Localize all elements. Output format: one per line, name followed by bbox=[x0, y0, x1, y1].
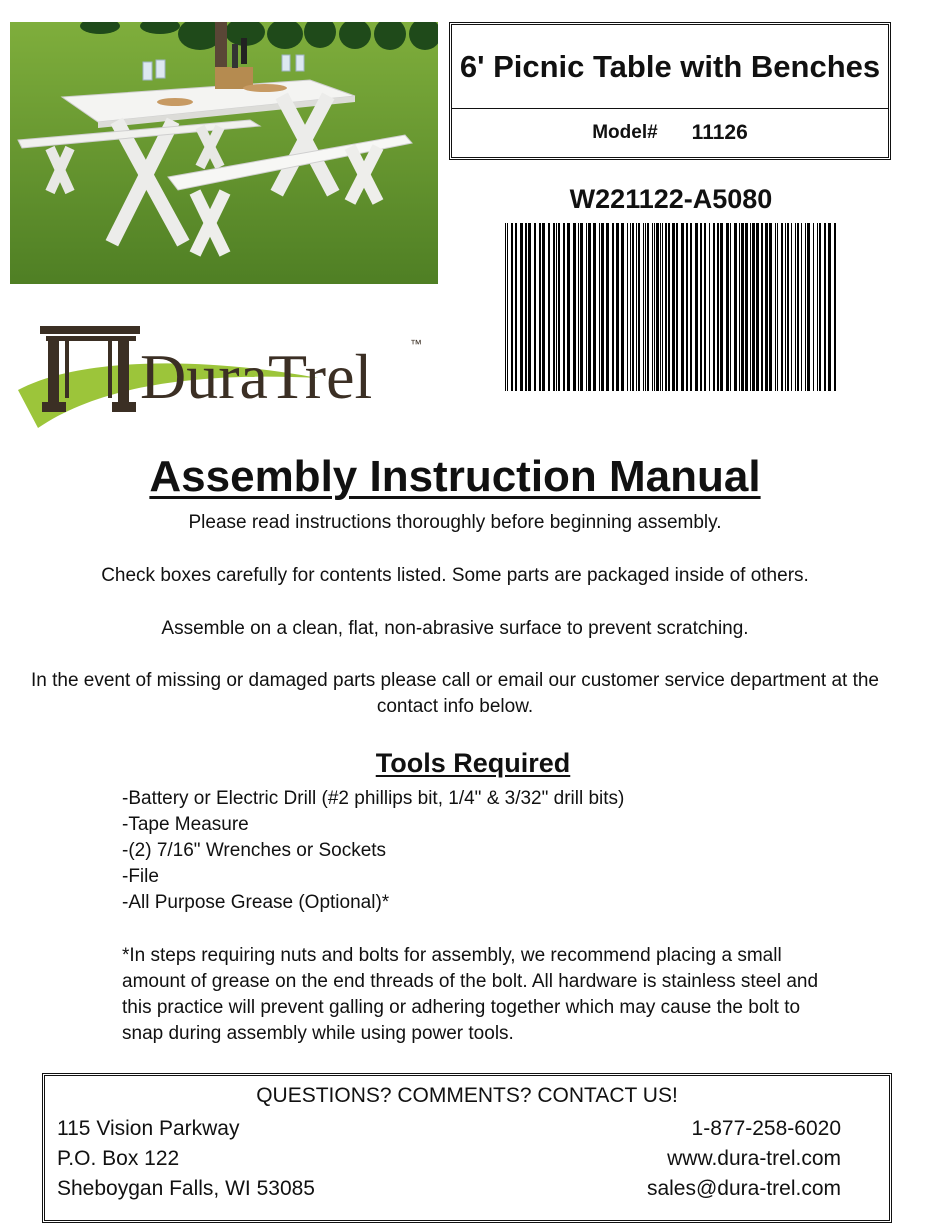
barcode-bar bbox=[805, 223, 806, 391]
instruction-surface: Assemble on a clean, flat, non-abrasive surface to prevent scratching. bbox=[161, 618, 749, 639]
picnic-table-photo-icon bbox=[10, 22, 438, 284]
tools-title: Tools Required bbox=[375, 748, 571, 778]
barcode-bar bbox=[785, 223, 786, 391]
pergola-logo-icon bbox=[18, 318, 438, 432]
barcode-bar bbox=[593, 223, 596, 391]
barcode-bar bbox=[787, 223, 789, 391]
barcode-bar bbox=[672, 223, 675, 391]
product-title: 6' Picnic Table with Benches bbox=[452, 25, 888, 109]
trademark-symbol: ™ bbox=[410, 337, 422, 351]
barcode-bar bbox=[791, 223, 792, 391]
barcode-bar bbox=[695, 223, 698, 391]
barcode-bar bbox=[676, 223, 678, 391]
barcode-bar bbox=[761, 223, 763, 391]
model-number: 11126 bbox=[691, 121, 748, 144]
contact-heading: QUESTIONS? COMMENTS? CONTACT US! bbox=[256, 1084, 678, 1107]
barcode-bar bbox=[775, 223, 776, 391]
barcode-bar bbox=[745, 223, 748, 391]
barcode-bar bbox=[739, 223, 740, 391]
instruction-read: Please read instructions thoroughly before beginning assembly. bbox=[188, 512, 722, 533]
barcode-bar bbox=[578, 223, 579, 391]
barcode-bar bbox=[558, 223, 560, 391]
barcode-bar bbox=[539, 223, 541, 391]
barcode-bar bbox=[645, 223, 646, 391]
barcode-bar bbox=[616, 223, 619, 391]
tool-item: -File bbox=[122, 866, 159, 887]
address-line: P.O. Box 122 bbox=[57, 1147, 180, 1170]
barcode-bar bbox=[765, 223, 768, 391]
product-title-box bbox=[449, 22, 891, 160]
barcode-bar bbox=[720, 223, 723, 391]
barcode-bar bbox=[750, 223, 751, 391]
manual-title: Assembly Instruction Manual bbox=[149, 452, 761, 501]
barcode-bar bbox=[563, 223, 565, 391]
contact-website: www.dura-trel.com bbox=[667, 1147, 841, 1170]
barcode-bar bbox=[686, 223, 688, 391]
barcode-bar bbox=[580, 223, 583, 391]
address-line: Sheboygan Falls, WI 53085 bbox=[57, 1177, 315, 1200]
barcode-bar bbox=[520, 223, 523, 391]
barcode-bar bbox=[652, 223, 653, 391]
barcode-bar bbox=[709, 223, 710, 391]
model-label: Model# bbox=[592, 122, 658, 143]
barcode-bar bbox=[534, 223, 536, 391]
instruction-missing-parts: In the event of missing or damaged parts please call or email our customer service department at the contact info below. bbox=[30, 670, 880, 717]
barcode-bar bbox=[752, 223, 755, 391]
brand-logo bbox=[18, 318, 438, 432]
contact-email: sales@dura-trel.com bbox=[646, 1177, 841, 1200]
barcode-bar bbox=[769, 223, 772, 391]
contact-details bbox=[647, 1114, 841, 1204]
barcode-bar bbox=[795, 223, 796, 391]
barcode-bar bbox=[730, 223, 731, 391]
barcode-bar bbox=[643, 223, 644, 391]
barcode-bar bbox=[654, 223, 655, 391]
product-photo bbox=[10, 22, 438, 284]
barcode-bar bbox=[668, 223, 670, 391]
barcode-bar bbox=[819, 223, 821, 391]
barcode-bar bbox=[632, 223, 634, 391]
barcode-bar bbox=[567, 223, 570, 391]
barcode-bar bbox=[662, 223, 663, 391]
address-line: 115 Vision Parkway bbox=[57, 1117, 240, 1140]
barcode-bar bbox=[599, 223, 600, 391]
barcode-bar bbox=[813, 223, 814, 391]
barcode-bar bbox=[647, 223, 649, 391]
barcode-bar bbox=[627, 223, 628, 391]
serial-number: W221122-A5080 bbox=[569, 184, 773, 214]
barcode-bar bbox=[656, 223, 659, 391]
barcode-bar bbox=[511, 223, 513, 391]
barcode-bar bbox=[507, 223, 508, 391]
tool-item: -(2) 7/16" Wrenches or Sockets bbox=[122, 840, 387, 861]
barcode-bar bbox=[586, 223, 587, 391]
barcode-bar bbox=[548, 223, 550, 391]
barcode-bar bbox=[665, 223, 667, 391]
barcode-bar bbox=[515, 223, 517, 391]
barcode-bar bbox=[734, 223, 737, 391]
contact-address bbox=[57, 1114, 315, 1204]
barcode-bar bbox=[660, 223, 661, 391]
barcode-bar bbox=[834, 223, 836, 391]
brand-name: DuraTrel bbox=[140, 341, 373, 412]
barcode-bar bbox=[601, 223, 604, 391]
barcode-bar bbox=[700, 223, 702, 391]
barcode-bar bbox=[756, 223, 759, 391]
barcode-bar bbox=[713, 223, 715, 391]
barcode-bar bbox=[636, 223, 637, 391]
model-row bbox=[452, 109, 888, 157]
barcode-bar bbox=[801, 223, 802, 391]
barcode-bar bbox=[824, 223, 826, 391]
barcode-bar bbox=[588, 223, 591, 391]
barcode-bar bbox=[741, 223, 744, 391]
barcode-bar bbox=[726, 223, 729, 391]
barcode-bar bbox=[638, 223, 640, 391]
barcode-bar bbox=[807, 223, 810, 391]
barcode-bar bbox=[630, 223, 631, 391]
instruction-check-boxes: Check boxes carefully for contents listed. Some parts are packaged inside of others. bbox=[101, 565, 809, 586]
tool-item: -All Purpose Grease (Optional)* bbox=[122, 892, 390, 913]
barcode-bar bbox=[690, 223, 692, 391]
barcode-bar bbox=[797, 223, 799, 391]
contact-phone: 1-877-258-6020 bbox=[691, 1117, 841, 1140]
barcode-bar bbox=[621, 223, 624, 391]
tool-item: -Tape Measure bbox=[122, 814, 249, 835]
barcode-bar bbox=[781, 223, 783, 391]
barcode-bar bbox=[777, 223, 778, 391]
barcode-bar bbox=[556, 223, 557, 391]
barcode-bar bbox=[717, 223, 719, 391]
barcode-bar bbox=[606, 223, 609, 391]
grease-note: *In steps requiring nuts and bolts for assembly, we recommend placing a small amount of grease on the end threads of the bolt. All hardware is stainless steel and this practice will prevent galling or adhering together which may cause the bolt to snap during assembly while using power tools. bbox=[122, 945, 819, 1044]
barcode-bar bbox=[704, 223, 706, 391]
barcode-bar bbox=[681, 223, 684, 391]
barcode-bar bbox=[817, 223, 818, 391]
barcode-bar bbox=[553, 223, 555, 391]
barcode-bar bbox=[542, 223, 545, 391]
barcode-bar bbox=[573, 223, 576, 391]
barcode-bar bbox=[505, 223, 506, 391]
barcode-bar bbox=[828, 223, 831, 391]
tool-item: -Battery or Electric Drill (#2 phillips bit, 1/4" & 3/32" drill bits) bbox=[122, 788, 625, 809]
barcode-bar bbox=[528, 223, 531, 391]
barcode-bar bbox=[525, 223, 527, 391]
barcode-icon bbox=[505, 223, 837, 391]
tools-list bbox=[122, 786, 624, 916]
contact-box bbox=[42, 1073, 892, 1223]
barcode-bar bbox=[612, 223, 614, 391]
